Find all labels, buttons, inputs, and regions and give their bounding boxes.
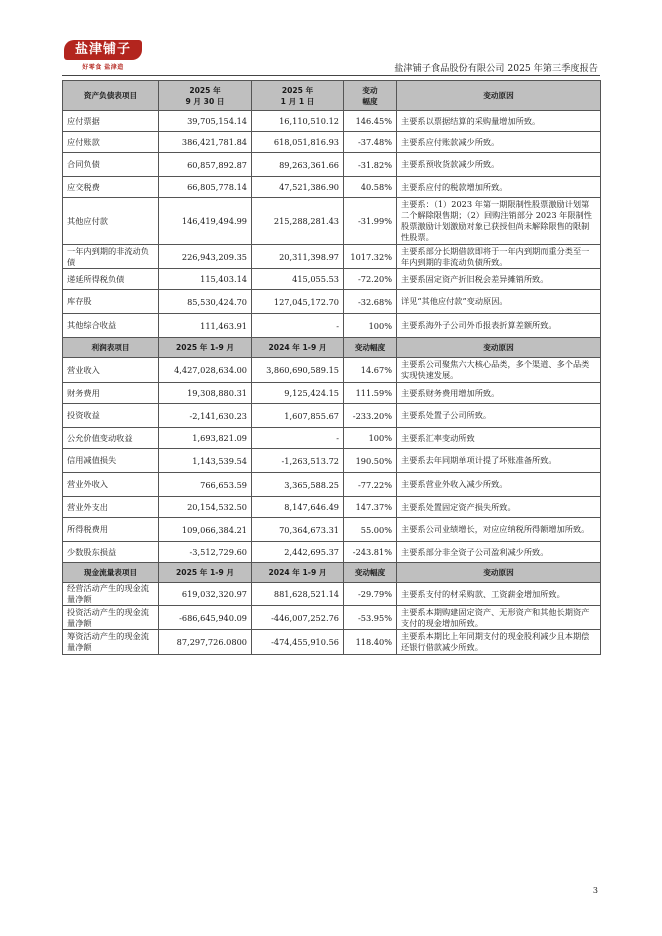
item-cell: 投资收益	[63, 404, 159, 428]
current-value-cell: -2,141,630.23	[159, 404, 252, 428]
item-cell: 应付票据	[63, 111, 159, 132]
column-header: 利润表项目	[63, 338, 159, 358]
logo-wordmark: 盐津铺子	[64, 40, 142, 60]
change-rate-cell: 100%	[344, 428, 397, 449]
column-header: 资产负债表项目	[63, 81, 159, 111]
current-value-cell: -3,512,729.60	[159, 542, 252, 563]
table-row	[63, 497, 601, 518]
table-row	[63, 606, 601, 630]
column-header: 2025 年 1-9 月	[159, 338, 252, 358]
prior-value-cell: 8,147,646.49	[252, 497, 344, 518]
item-cell: 库存股	[63, 290, 159, 314]
column-header: 变动原因	[397, 81, 601, 111]
column-header: 2025 年 1-9 月	[159, 563, 252, 583]
item-cell: 信用减值损失	[63, 449, 159, 473]
reason-cell: 主要系：（1）2023 年第一期限制性股票激励计划第二个解除限售期；（2）回购注销部分 2023 年限制性股票激励计划激励对象已获授但尚未解除限售的限制性股票。	[397, 198, 601, 245]
change-rate-cell: 111.59%	[344, 383, 397, 404]
current-value-cell: 766,653.59	[159, 473, 252, 497]
current-value-cell: 66,805,778.14	[159, 177, 252, 198]
current-value-cell: 109,066,384.21	[159, 518, 252, 542]
change-rate-cell: 100%	[344, 314, 397, 338]
table-row	[63, 542, 601, 563]
prior-value-cell: -474,455,910.56	[252, 630, 344, 655]
item-cell: 递延所得税负债	[63, 269, 159, 290]
company-logo	[64, 40, 142, 74]
table-row	[63, 314, 601, 338]
table-row	[63, 583, 601, 606]
item-cell: 经营活动产生的现金流量净额	[63, 583, 159, 606]
item-cell: 合同负债	[63, 153, 159, 177]
item-cell: 投资活动产生的现金流量净额	[63, 606, 159, 630]
change-rate-cell: -53.95%	[344, 606, 397, 630]
current-value-cell: 386,421,781.84	[159, 132, 252, 153]
item-cell: 应交税费	[63, 177, 159, 198]
income-statement-header-row	[63, 338, 601, 358]
change-rate-cell: -77.22%	[344, 473, 397, 497]
column-header: 变动幅度	[344, 563, 397, 583]
current-value-cell: 60,857,892.87	[159, 153, 252, 177]
current-value-cell: 111,463.91	[159, 314, 252, 338]
item-cell: 少数股东损益	[63, 542, 159, 563]
column-header: 现金流量表项目	[63, 563, 159, 583]
table-row	[63, 111, 601, 132]
current-value-cell: 20,154,532.50	[159, 497, 252, 518]
table-body	[63, 81, 601, 655]
prior-value-cell: 415,055.53	[252, 269, 344, 290]
reason-cell: 主要系以票据结算的采购量增加所致。	[397, 111, 601, 132]
reason-cell: 主要系部分长期借款即将于一年内到期而重分类至一年内到期的非流动负债所致。	[397, 245, 601, 269]
reason-cell: 主要系处置子公司所致。	[397, 404, 601, 428]
reason-cell: 主要系处置固定资产损失所致。	[397, 497, 601, 518]
reason-cell: 主要系应付账款减少所致。	[397, 132, 601, 153]
reason-cell: 主要系汇率变动所致	[397, 428, 601, 449]
reason-cell: 主要系应付的税款增加所致。	[397, 177, 601, 198]
change-rate-cell: -29.79%	[344, 583, 397, 606]
reason-cell: 主要系本期比上年同期支付的现金股利减少且本期偿还银行借款减少所致。	[397, 630, 601, 655]
table-row	[63, 290, 601, 314]
prior-value-cell: 70,364,673.31	[252, 518, 344, 542]
table-row	[63, 630, 601, 655]
current-value-cell: 146,419,494.99	[159, 198, 252, 245]
financial-changes-table	[62, 80, 601, 655]
prior-value-cell: 215,288,281.43	[252, 198, 344, 245]
reason-cell: 详见“其他应付款”变动原因。	[397, 290, 601, 314]
reason-cell: 主要系部分非全资子公司盈利减少所致。	[397, 542, 601, 563]
table-row	[63, 428, 601, 449]
table-row	[63, 245, 601, 269]
prior-value-cell: -446,007,252.76	[252, 606, 344, 630]
item-cell: 一年内到期的非流动负债	[63, 245, 159, 269]
reason-cell: 主要系支付的材采购款、工资薪金增加所致。	[397, 583, 601, 606]
current-value-cell: 85,530,424.70	[159, 290, 252, 314]
current-value-cell: 226,943,209.35	[159, 245, 252, 269]
prior-value-cell: -1,263,513.72	[252, 449, 344, 473]
change-rate-cell: 1017.32%	[344, 245, 397, 269]
change-rate-cell: -32.68%	[344, 290, 397, 314]
logo-slogan: 好零食 盐津造	[82, 64, 124, 71]
current-value-cell: 619,032,320.97	[159, 583, 252, 606]
item-cell: 其他综合收益	[63, 314, 159, 338]
item-cell: 所得税费用	[63, 518, 159, 542]
change-rate-cell: -233.20%	[344, 404, 397, 428]
table-row	[63, 358, 601, 383]
item-cell: 筹资活动产生的现金流量净额	[63, 630, 159, 655]
column-header: 2024 年 1-9 月	[252, 338, 344, 358]
item-cell: 营业收入	[63, 358, 159, 383]
current-value-cell: 87,297,726.0800	[159, 630, 252, 655]
item-cell: 营业外收入	[63, 473, 159, 497]
table-row	[63, 404, 601, 428]
current-value-cell: 1,143,539.54	[159, 449, 252, 473]
prior-value-cell: 9,125,424.15	[252, 383, 344, 404]
reason-cell: 主要系财务费用增加所致。	[397, 383, 601, 404]
item-cell: 财务费用	[63, 383, 159, 404]
column-header: 变动原因	[397, 338, 601, 358]
change-rate-cell: 40.58%	[344, 177, 397, 198]
prior-value-cell: -	[252, 314, 344, 338]
table-row	[63, 449, 601, 473]
current-value-cell: 1,693,821.09	[159, 428, 252, 449]
change-rate-cell: 118.40%	[344, 630, 397, 655]
header-divider	[62, 75, 600, 76]
table-row	[63, 153, 601, 177]
column-header: 2025 年 1 月 1 日	[252, 81, 344, 111]
table-row	[63, 383, 601, 404]
table-row	[63, 198, 601, 245]
current-value-cell: 4,427,028,634.00	[159, 358, 252, 383]
item-cell: 其他应付款	[63, 198, 159, 245]
reason-cell: 主要系公司业绩增长，对应应纳税所得额增加所致。	[397, 518, 601, 542]
item-cell: 营业外支出	[63, 497, 159, 518]
reason-cell: 主要系去年同期单项计提了坏账准备所致。	[397, 449, 601, 473]
prior-value-cell: 127,045,172.70	[252, 290, 344, 314]
page-number: 3	[592, 886, 598, 895]
change-rate-cell: -31.82%	[344, 153, 397, 177]
reason-cell: 主要系预收货款减少所致。	[397, 153, 601, 177]
column-header: 变动幅度	[344, 338, 397, 358]
cash-flow-header-row	[63, 563, 601, 583]
prior-value-cell: 20,311,398.97	[252, 245, 344, 269]
reason-cell: 主要系固定资产折旧税会差异摊销所致。	[397, 269, 601, 290]
prior-value-cell: 16,110,510.12	[252, 111, 344, 132]
current-value-cell: 115,403.14	[159, 269, 252, 290]
column-header: 变动 幅度	[344, 81, 397, 111]
column-header: 2025 年 9 月 30 日	[159, 81, 252, 111]
table-row	[63, 518, 601, 542]
change-rate-cell: 190.50%	[344, 449, 397, 473]
reason-cell: 主要系公司聚焦六大核心品类，多个渠道、多个品类实现快速发展。	[397, 358, 601, 383]
current-value-cell: 39,705,154.14	[159, 111, 252, 132]
reason-cell: 主要系海外子公司外币报表折算差额所致。	[397, 314, 601, 338]
prior-value-cell: 1,607,855.67	[252, 404, 344, 428]
prior-value-cell: 3,860,690,589.15	[252, 358, 344, 383]
prior-value-cell: 618,051,816.93	[252, 132, 344, 153]
table-row	[63, 473, 601, 497]
column-header: 2024 年 1-9 月	[252, 563, 344, 583]
report-title: 盐津铺子食品股份有限公司 2025 年第三季度报告	[394, 63, 598, 74]
reason-cell: 主要系本期购建固定资产、无形资产和其他长期资产支付的现金增加所致。	[397, 606, 601, 630]
table-row	[63, 177, 601, 198]
change-rate-cell: -37.48%	[344, 132, 397, 153]
change-rate-cell: 146.45%	[344, 111, 397, 132]
item-cell: 公允价值变动收益	[63, 428, 159, 449]
change-rate-cell: -72.20%	[344, 269, 397, 290]
change-rate-cell: -31.99%	[344, 198, 397, 245]
prior-value-cell: 2,442,695.37	[252, 542, 344, 563]
table-row	[63, 132, 601, 153]
column-header: 变动原因	[397, 563, 601, 583]
table-row	[63, 269, 601, 290]
balance-sheet-header-row	[63, 81, 601, 111]
prior-value-cell: 89,263,361.66	[252, 153, 344, 177]
prior-value-cell: 3,365,588.25	[252, 473, 344, 497]
prior-value-cell: 881,628,521.14	[252, 583, 344, 606]
current-value-cell: -686,645,940.09	[159, 606, 252, 630]
change-rate-cell: 14.67%	[344, 358, 397, 383]
current-value-cell: 19,308,880.31	[159, 383, 252, 404]
change-rate-cell: 55.00%	[344, 518, 397, 542]
change-rate-cell: 147.37%	[344, 497, 397, 518]
prior-value-cell: 47,521,386.90	[252, 177, 344, 198]
change-rate-cell: -243.81%	[344, 542, 397, 563]
item-cell: 应付账款	[63, 132, 159, 153]
reason-cell: 主要系营业外收入减少所致。	[397, 473, 601, 497]
prior-value-cell: -	[252, 428, 344, 449]
